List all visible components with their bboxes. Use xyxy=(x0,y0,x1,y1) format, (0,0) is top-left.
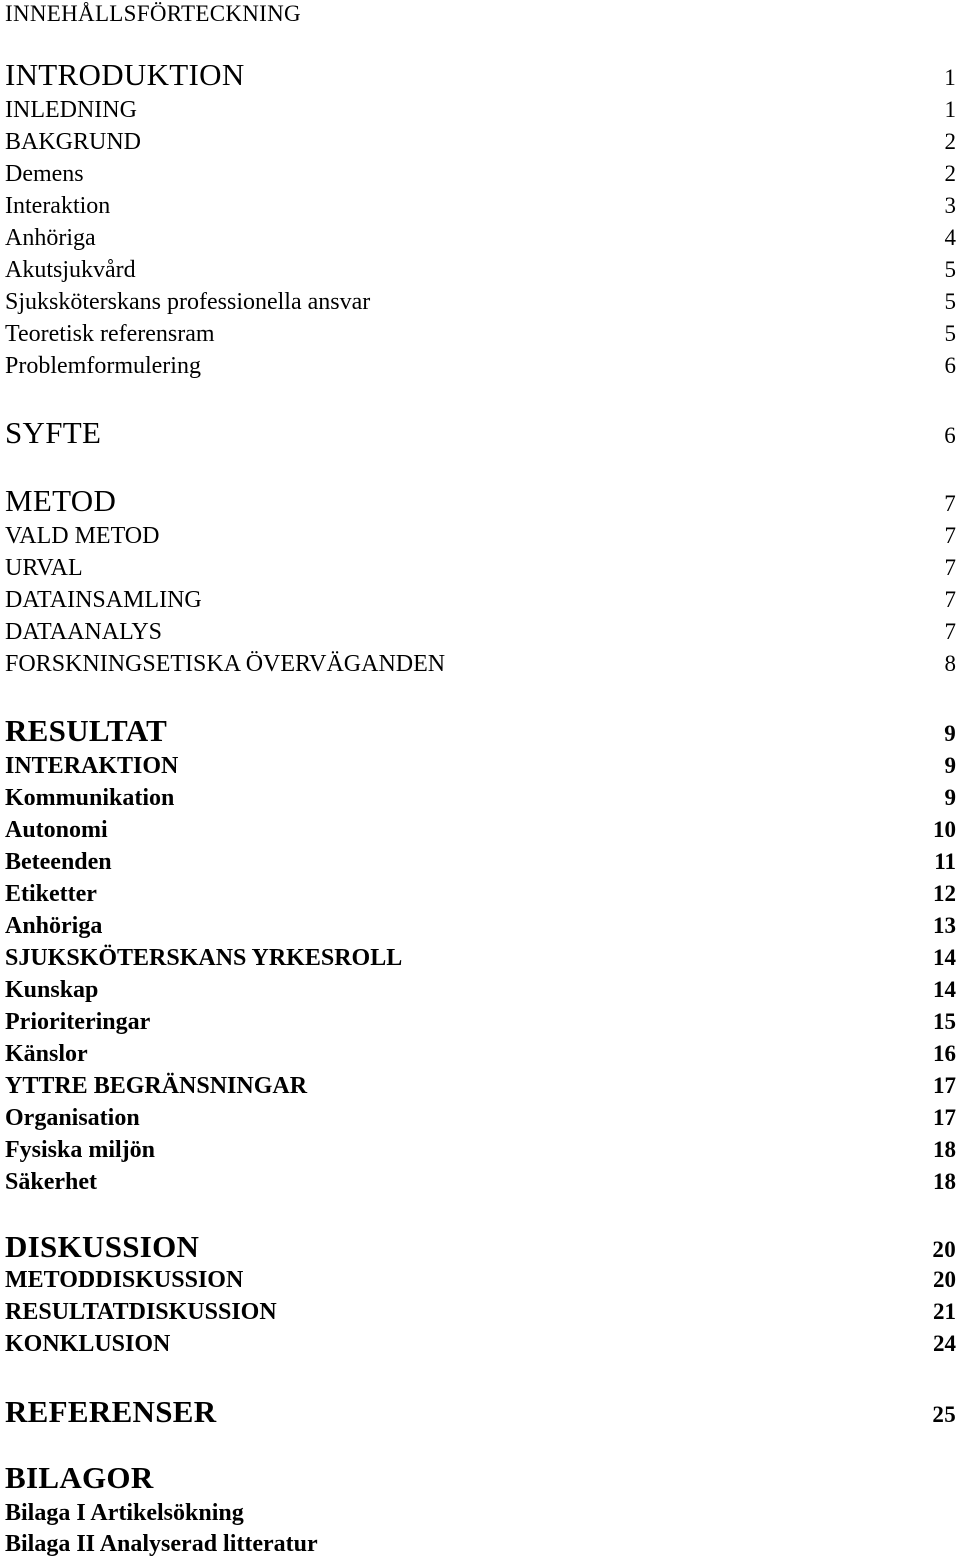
toc-entry-beteenden[interactable] xyxy=(5,846,956,878)
toc-entry-label: DATAINSAMLING xyxy=(5,587,202,613)
toc-entry-page: 25 xyxy=(932,1402,956,1427)
toc-entry-page: 20 xyxy=(932,1237,956,1262)
toc-entry-bilaga-2[interactable] xyxy=(5,1528,956,1560)
toc-entry-label: Bilaga II Analyserad litteratur xyxy=(5,1531,318,1557)
toc-entry-diskussion[interactable] xyxy=(5,1230,956,1267)
toc-entry-datainsamling[interactable] xyxy=(5,584,956,616)
toc-entry-page: 5 xyxy=(944,257,956,282)
toc-entry-prioriteringar[interactable] xyxy=(5,1006,956,1038)
toc-entry-label: RESULTAT xyxy=(5,713,168,748)
toc-entry-label: Säkerhet xyxy=(5,1169,97,1195)
toc-entry-label: INTERAKTION xyxy=(5,753,179,779)
toc-entry-resultatdiskussion[interactable] xyxy=(5,1296,956,1328)
toc-entry-bilagor[interactable] xyxy=(5,1461,956,1495)
toc-entry-metoddiskussion[interactable] xyxy=(5,1264,956,1296)
toc-entry-page: 2 xyxy=(944,129,956,154)
toc-entry-page: 7 xyxy=(944,555,956,580)
toc-entry-label: Beteenden xyxy=(5,849,112,875)
toc-entry-bilaga-1[interactable] xyxy=(5,1497,956,1529)
toc-entry-interaktion-res[interactable] xyxy=(5,750,956,782)
toc-entry-referenser[interactable] xyxy=(5,1395,956,1432)
toc-entry-sakerhet[interactable] xyxy=(5,1166,956,1198)
toc-entry-resultat[interactable] xyxy=(5,714,956,751)
toc-entry-page: 5 xyxy=(944,321,956,346)
toc-entry-page: 1 xyxy=(944,97,956,122)
toc-entry-label: Organisation xyxy=(5,1105,140,1131)
toc-entry-label: SYFTE xyxy=(5,415,102,450)
toc-heading: INNEHÅLLSFÖRTECKNING xyxy=(5,1,301,26)
toc-entry-label: Fysiska miljön xyxy=(5,1137,156,1163)
toc-entry-label: INLEDNING xyxy=(5,97,137,123)
toc-entry-page: 6 xyxy=(944,353,956,378)
toc-entry-label: BILAGOR xyxy=(5,1460,154,1495)
toc-entry-page: 15 xyxy=(933,1009,956,1034)
toc-entry-kanslor[interactable] xyxy=(5,1038,956,1070)
toc-entry-page: 14 xyxy=(933,945,956,970)
toc-entry-label: METODDISKUSSION xyxy=(5,1267,244,1293)
toc-entry-metod[interactable] xyxy=(5,484,956,521)
toc-entry-label: DATAANALYS xyxy=(5,619,163,645)
toc-entry-page: 16 xyxy=(933,1041,956,1066)
toc-entry-akutsjukvard[interactable] xyxy=(5,254,956,286)
toc-entry-label: Autonomi xyxy=(5,817,108,843)
toc-entry-page: 17 xyxy=(933,1105,956,1130)
toc-entry-label: Interaktion xyxy=(5,193,111,219)
toc-entry-label: Teoretisk referensram xyxy=(5,321,215,347)
toc-entry-interaktion[interactable] xyxy=(5,190,956,222)
toc-entry-page: 8 xyxy=(944,651,956,676)
toc-entry-page: 2 xyxy=(944,161,956,186)
toc-entry-label: Anhöriga xyxy=(5,225,96,251)
toc-entry-fysiska-miljon[interactable] xyxy=(5,1134,956,1166)
toc-entry-problemformulering[interactable] xyxy=(5,350,956,382)
toc-entry-vald-metod[interactable] xyxy=(5,520,956,552)
toc-entry-label: RESULTATDISKUSSION xyxy=(5,1299,277,1325)
toc-entry-page: 21 xyxy=(933,1299,956,1324)
toc-entry-page: 18 xyxy=(933,1169,956,1194)
toc-entry-page: 7 xyxy=(944,491,956,516)
toc-entry-organisation[interactable] xyxy=(5,1102,956,1134)
toc-entry-label: Bilaga I Artikelsökning xyxy=(5,1500,244,1526)
toc-entry-page: 9 xyxy=(944,753,956,778)
toc-entry-page: 7 xyxy=(944,523,956,548)
toc-entry-anhoriga[interactable] xyxy=(5,222,956,254)
toc-entry-page: 4 xyxy=(944,225,956,250)
toc-entry-introduktion[interactable] xyxy=(5,58,956,95)
toc-entry-page: 7 xyxy=(944,587,956,612)
toc-entry-page: 24 xyxy=(933,1331,956,1356)
toc-entry-sjukskoterskans-ansvar[interactable] xyxy=(5,286,956,318)
toc-entry-label: Sjuksköterskans professionella ansvar xyxy=(5,289,371,315)
toc-entry-label: Kommunikation xyxy=(5,785,175,811)
toc-entry-etiketter[interactable] xyxy=(5,878,956,910)
toc-entry-autonomi[interactable] xyxy=(5,814,956,846)
toc-entry-page: 9 xyxy=(944,785,956,810)
toc-entry-forskningsetiska[interactable] xyxy=(5,648,956,680)
toc-entry-page: 10 xyxy=(933,817,956,842)
toc-entry-yttre-begransningar[interactable] xyxy=(5,1070,956,1102)
toc-entry-page: 3 xyxy=(944,193,956,218)
toc-entry-label: Känslor xyxy=(5,1041,88,1067)
toc-entry-page: 12 xyxy=(933,881,956,906)
toc-entry-label: FORSKNINGSETISKA ÖVERVÄGANDEN xyxy=(5,651,446,677)
toc-entry-dataanalys[interactable] xyxy=(5,616,956,648)
toc-entry-inledning[interactable] xyxy=(5,94,956,126)
toc-entry-page: 14 xyxy=(933,977,956,1002)
toc-entry-label: REFERENSER xyxy=(5,1394,217,1429)
toc-entry-page: 7 xyxy=(944,619,956,644)
toc-entry-page: 18 xyxy=(933,1137,956,1162)
toc-entry-page: 13 xyxy=(933,913,956,938)
toc-entry-label: SJUKSKÖTERSKANS YRKESROLL xyxy=(5,945,403,971)
toc-entry-page: 11 xyxy=(934,849,956,874)
toc-entry-page: 5 xyxy=(944,289,956,314)
toc-entry-page: 6 xyxy=(944,423,956,448)
toc-entry-syfte[interactable] xyxy=(5,416,956,453)
toc-entry-label: Problemformulering xyxy=(5,353,201,379)
toc-entry-bakgrund[interactable] xyxy=(5,126,956,158)
toc-entry-label: METOD xyxy=(5,483,117,518)
toc-entry-teoretisk-referensram[interactable] xyxy=(5,318,956,350)
toc-entry-page: 17 xyxy=(933,1073,956,1098)
toc-entry-label: Demens xyxy=(5,161,84,187)
toc-entry-label: KONKLUSION xyxy=(5,1331,171,1357)
toc-entry-kommunikation[interactable] xyxy=(5,782,956,814)
toc-entry-label: Kunskap xyxy=(5,977,99,1003)
toc-entry-label: URVAL xyxy=(5,555,83,581)
toc-entry-label: Akutsjukvård xyxy=(5,257,136,283)
toc-entry-page: 9 xyxy=(944,721,956,746)
toc-entry-page: 20 xyxy=(933,1267,956,1292)
toc-entry-urval[interactable] xyxy=(5,552,956,584)
toc-entry-label: Prioriteringar xyxy=(5,1009,151,1035)
toc-entry-label: VALD METOD xyxy=(5,523,160,549)
toc-entry-label: INTRODUKTION xyxy=(5,57,245,92)
toc-entry-label: DISKUSSION xyxy=(5,1229,200,1264)
toc-entry-page: 1 xyxy=(944,65,956,90)
toc-entry-demens[interactable] xyxy=(5,158,956,190)
toc-entry-label: Anhöriga xyxy=(5,913,103,939)
toc-entry-sjukskoterskans-yrkesroll[interactable] xyxy=(5,942,956,974)
toc-entry-label: Etiketter xyxy=(5,881,97,907)
toc-entry-kunskap[interactable] xyxy=(5,974,956,1006)
toc-entry-label: YTTRE BEGRÄNSNINGAR xyxy=(5,1073,308,1099)
toc-entry-label: BAKGRUND xyxy=(5,129,142,155)
toc-entry-anhoriga-res[interactable] xyxy=(5,910,956,942)
toc-entry-konklusion[interactable] xyxy=(5,1328,956,1360)
